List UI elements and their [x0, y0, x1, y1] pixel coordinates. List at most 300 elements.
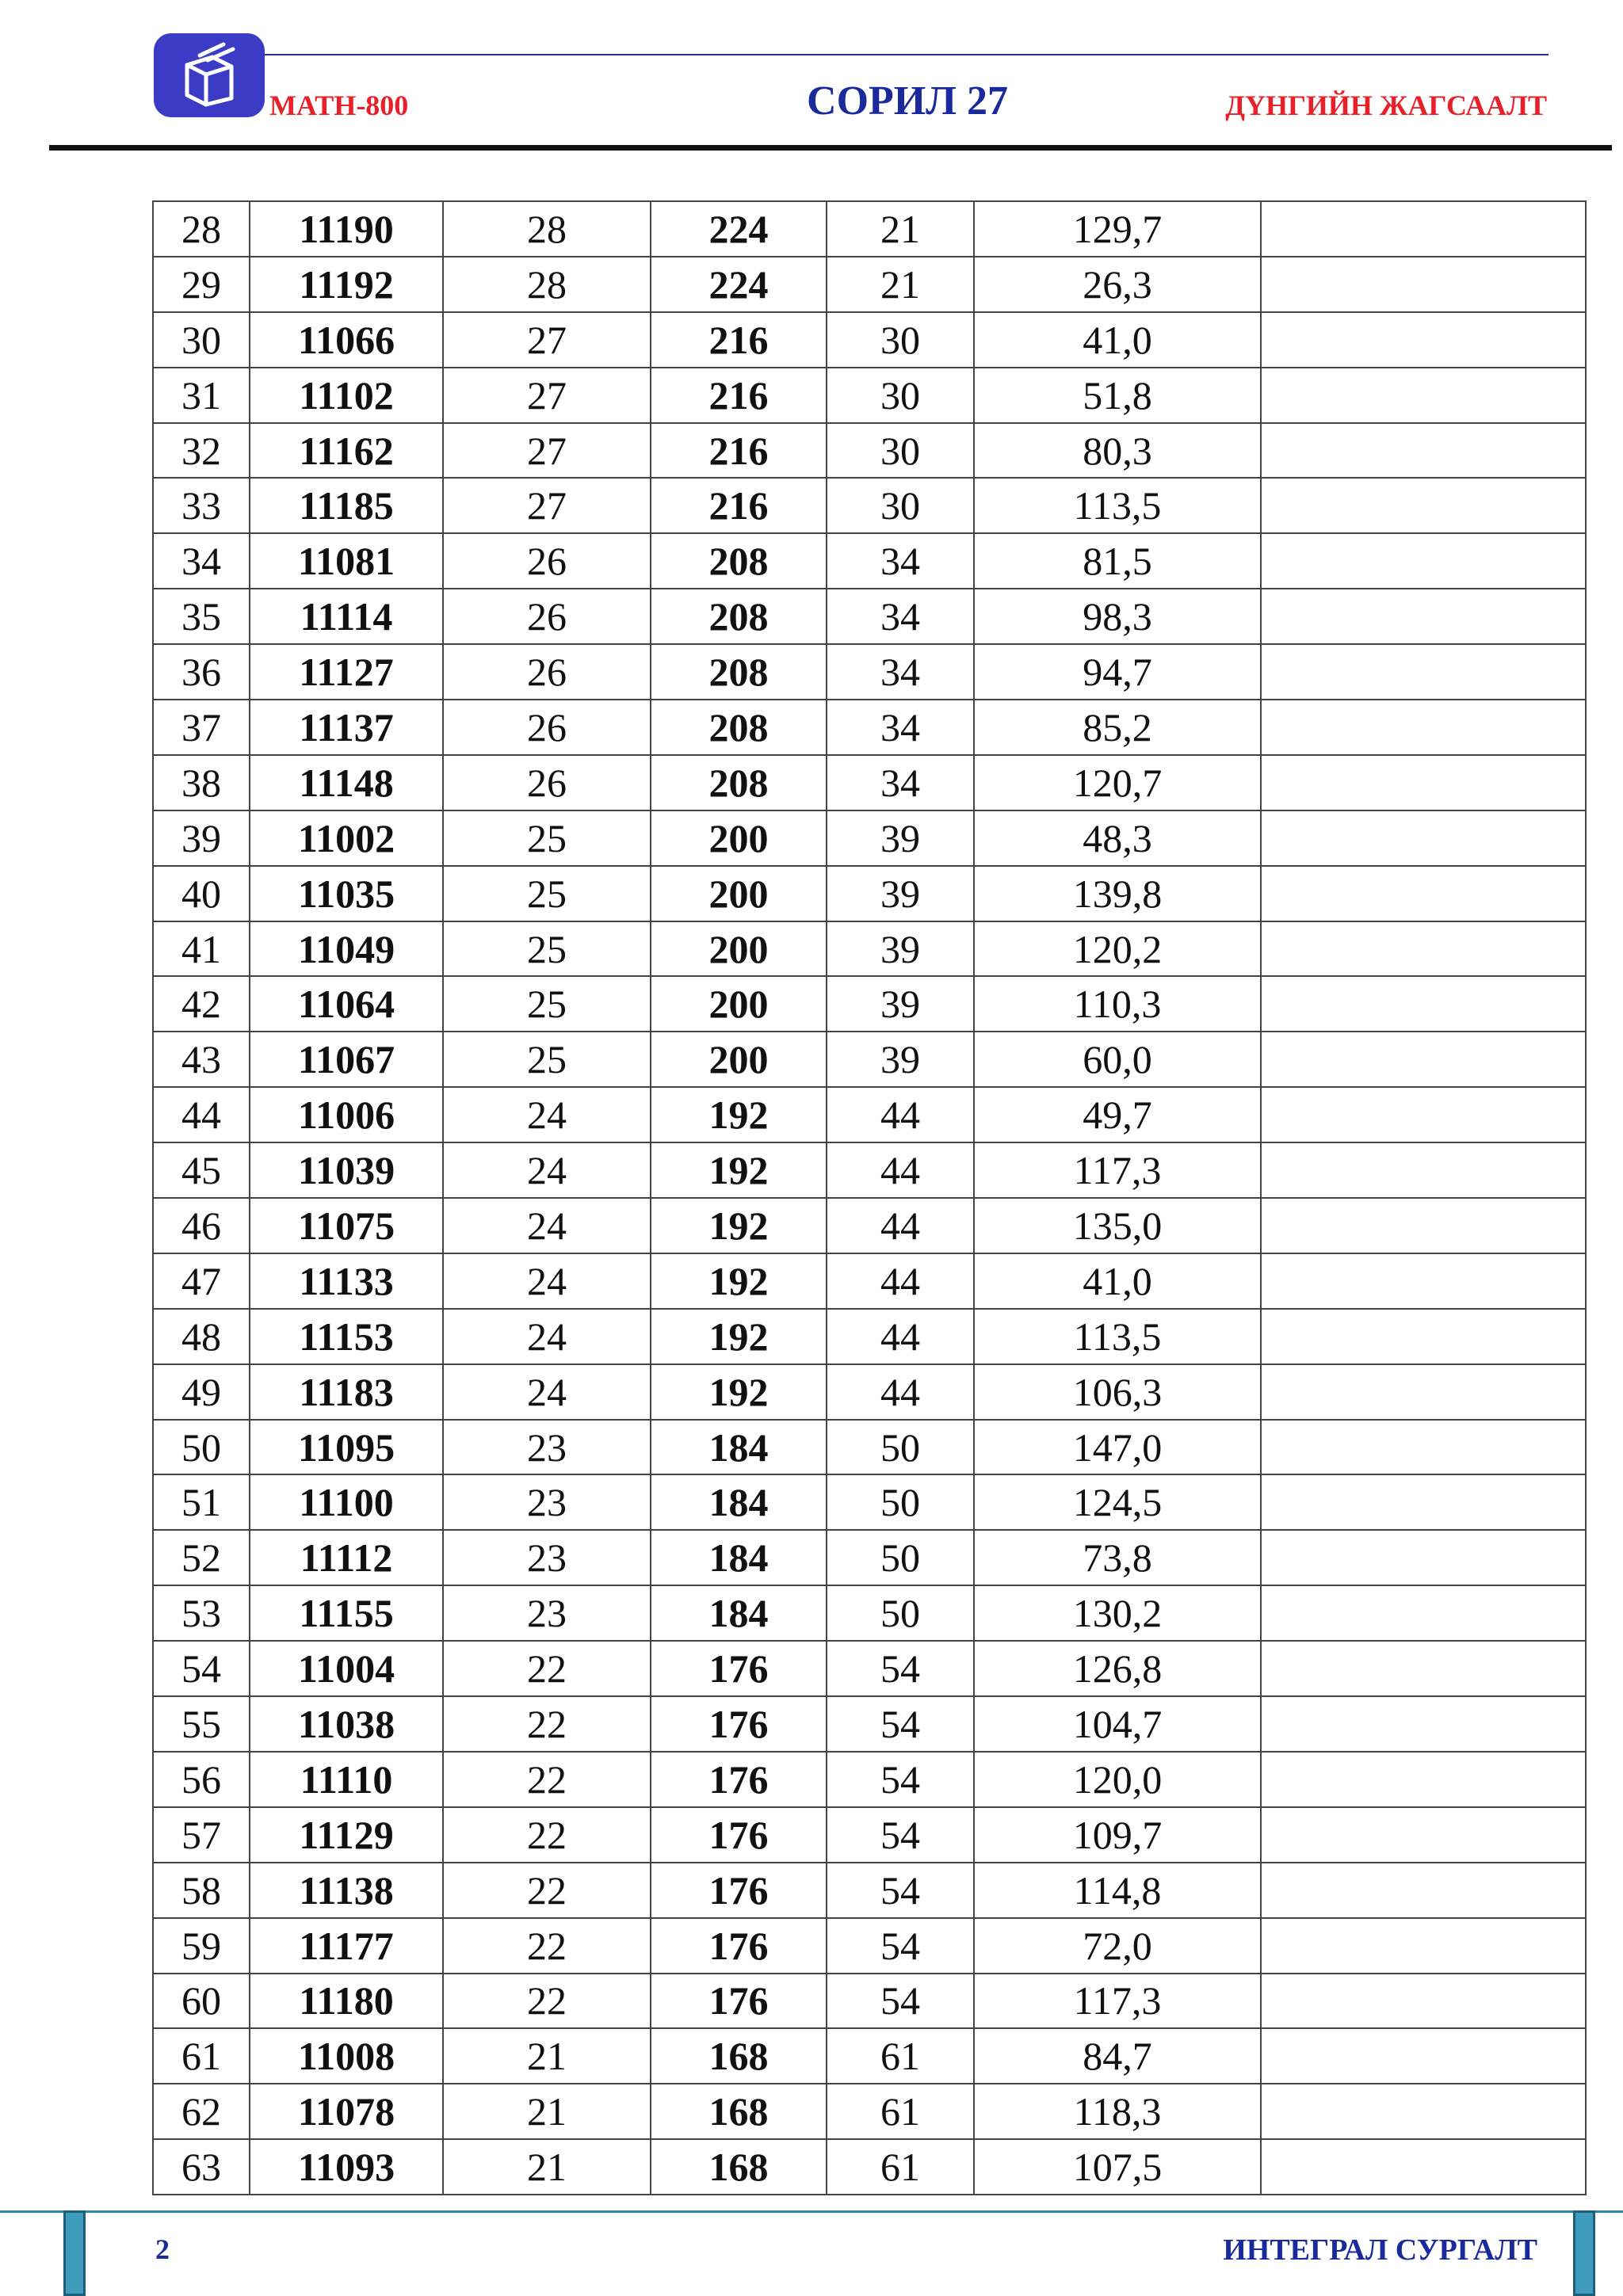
- empty-cell: [1261, 810, 1586, 866]
- table-row: [153, 810, 1586, 866]
- time-cell: 126,8: [974, 1641, 1261, 1696]
- place-cell: 44: [827, 1142, 974, 1198]
- place-cell: 44: [827, 1253, 974, 1309]
- table-row: [153, 1309, 1586, 1364]
- time-cell: 147,0: [974, 1420, 1261, 1475]
- score-cell: 176: [651, 1974, 827, 2029]
- student-id-cell: 11035: [250, 866, 443, 921]
- footer-accent-bar-right: [1573, 2210, 1595, 2296]
- table-row: [153, 533, 1586, 589]
- empty-cell: [1261, 1474, 1586, 1530]
- empty-cell: [1261, 423, 1586, 479]
- place-cell: 30: [827, 478, 974, 533]
- time-cell: 26,3: [974, 257, 1261, 312]
- rank-cell: 39: [153, 810, 250, 866]
- correct-count-cell: 24: [443, 1253, 651, 1309]
- rank-cell: 33: [153, 478, 250, 533]
- score-cell: 184: [651, 1474, 827, 1530]
- rank-cell: 57: [153, 1807, 250, 1863]
- score-cell: 168: [651, 2139, 827, 2195]
- empty-cell: [1261, 533, 1586, 589]
- place-cell: 50: [827, 1585, 974, 1641]
- time-cell: 113,5: [974, 478, 1261, 533]
- footer-rule: [0, 2210, 1623, 2213]
- empty-cell: [1261, 1364, 1586, 1420]
- student-id-cell: 11075: [250, 1198, 443, 1253]
- time-cell: 129,7: [974, 201, 1261, 257]
- place-cell: 44: [827, 1198, 974, 1253]
- place-cell: 44: [827, 1087, 974, 1142]
- rank-cell: 43: [153, 1032, 250, 1087]
- student-id-cell: 11129: [250, 1807, 443, 1863]
- score-cell: 176: [651, 1863, 827, 1918]
- time-cell: 84,7: [974, 2028, 1261, 2084]
- table-row: [153, 1974, 1586, 2029]
- correct-count-cell: 26: [443, 533, 651, 589]
- rank-cell: 29: [153, 257, 250, 312]
- empty-cell: [1261, 312, 1586, 368]
- correct-count-cell: 23: [443, 1530, 651, 1585]
- student-id-cell: 11064: [250, 976, 443, 1032]
- score-cell: 176: [651, 1752, 827, 1807]
- student-id-cell: 11078: [250, 2084, 443, 2139]
- table-row: [153, 1807, 1586, 1863]
- empty-cell: [1261, 257, 1586, 312]
- rank-cell: 40: [153, 866, 250, 921]
- place-cell: 44: [827, 1364, 974, 1420]
- time-cell: 49,7: [974, 1087, 1261, 1142]
- table-row: [153, 1474, 1586, 1530]
- score-cell: 192: [651, 1198, 827, 1253]
- rank-cell: 45: [153, 1142, 250, 1198]
- score-cell: 200: [651, 921, 827, 977]
- score-cell: 208: [651, 700, 827, 755]
- correct-count-cell: 22: [443, 1696, 651, 1752]
- time-cell: 98,3: [974, 589, 1261, 644]
- score-cell: 168: [651, 2084, 827, 2139]
- place-cell: 54: [827, 1863, 974, 1918]
- rank-cell: 36: [153, 644, 250, 700]
- place-cell: 21: [827, 257, 974, 312]
- place-cell: 34: [827, 700, 974, 755]
- table-row: [153, 644, 1586, 700]
- place-cell: 39: [827, 866, 974, 921]
- correct-count-cell: 21: [443, 2084, 651, 2139]
- score-cell: 208: [651, 755, 827, 810]
- table-row: [153, 1863, 1586, 1918]
- correct-count-cell: 25: [443, 810, 651, 866]
- correct-count-cell: 25: [443, 921, 651, 977]
- empty-cell: [1261, 1032, 1586, 1087]
- results-table-body: [153, 201, 1586, 2195]
- table-row: [153, 1032, 1586, 1087]
- correct-count-cell: 26: [443, 755, 651, 810]
- empty-cell: [1261, 700, 1586, 755]
- time-cell: 139,8: [974, 866, 1261, 921]
- results-table: [152, 200, 1587, 2195]
- score-cell: 208: [651, 589, 827, 644]
- student-id-cell: 11102: [250, 368, 443, 423]
- place-cell: 50: [827, 1530, 974, 1585]
- student-id-cell: 11038: [250, 1696, 443, 1752]
- student-id-cell: 11127: [250, 644, 443, 700]
- correct-count-cell: 21: [443, 2028, 651, 2084]
- place-cell: 61: [827, 2084, 974, 2139]
- table-row: [153, 1530, 1586, 1585]
- rank-cell: 30: [153, 312, 250, 368]
- correct-count-cell: 22: [443, 1641, 651, 1696]
- place-cell: 61: [827, 2139, 974, 2195]
- score-cell: 216: [651, 423, 827, 479]
- place-cell: 50: [827, 1474, 974, 1530]
- score-cell: 192: [651, 1309, 827, 1364]
- empty-cell: [1261, 1420, 1586, 1475]
- place-cell: 54: [827, 1807, 974, 1863]
- score-cell: 176: [651, 1918, 827, 1974]
- correct-count-cell: 26: [443, 589, 651, 644]
- score-cell: 208: [651, 644, 827, 700]
- table-row: [153, 976, 1586, 1032]
- correct-count-cell: 26: [443, 700, 651, 755]
- place-cell: 54: [827, 1641, 974, 1696]
- empty-cell: [1261, 368, 1586, 423]
- table-row: [153, 2139, 1586, 2195]
- place-cell: 39: [827, 921, 974, 977]
- score-cell: 176: [651, 1696, 827, 1752]
- student-id-cell: 11008: [250, 2028, 443, 2084]
- time-cell: 120,7: [974, 755, 1261, 810]
- page-title: СОРИЛ 27: [807, 78, 1008, 124]
- page-number: 2: [155, 2233, 170, 2265]
- table-row: [153, 257, 1586, 312]
- table-row: [153, 478, 1586, 533]
- correct-count-cell: 22: [443, 1807, 651, 1863]
- rank-cell: 60: [153, 1974, 250, 2029]
- rank-cell: 52: [153, 1530, 250, 1585]
- table-row: [153, 1918, 1586, 1974]
- correct-count-cell: 22: [443, 1974, 651, 2029]
- empty-cell: [1261, 1530, 1586, 1585]
- rank-cell: 63: [153, 2139, 250, 2195]
- table-row: [153, 1364, 1586, 1420]
- empty-cell: [1261, 644, 1586, 700]
- correct-count-cell: 23: [443, 1585, 651, 1641]
- time-cell: 104,7: [974, 1696, 1261, 1752]
- correct-count-cell: 21: [443, 2139, 651, 2195]
- score-cell: 216: [651, 368, 827, 423]
- rank-cell: 47: [153, 1253, 250, 1309]
- time-cell: 117,3: [974, 1974, 1261, 2029]
- place-cell: 54: [827, 1918, 974, 1974]
- correct-count-cell: 25: [443, 866, 651, 921]
- time-cell: 124,5: [974, 1474, 1261, 1530]
- student-id-cell: 11190: [250, 201, 443, 257]
- time-cell: 113,5: [974, 1309, 1261, 1364]
- rank-cell: 32: [153, 423, 250, 479]
- student-id-cell: 11153: [250, 1309, 443, 1364]
- correct-count-cell: 28: [443, 257, 651, 312]
- score-cell: 192: [651, 1364, 827, 1420]
- time-cell: 72,0: [974, 1918, 1261, 1974]
- rank-cell: 38: [153, 755, 250, 810]
- rank-cell: 51: [153, 1474, 250, 1530]
- time-cell: 94,7: [974, 644, 1261, 700]
- score-cell: 192: [651, 1253, 827, 1309]
- score-cell: 184: [651, 1530, 827, 1585]
- correct-count-cell: 25: [443, 976, 651, 1032]
- empty-cell: [1261, 1198, 1586, 1253]
- empty-cell: [1261, 921, 1586, 977]
- rank-cell: 61: [153, 2028, 250, 2084]
- table-row: [153, 866, 1586, 921]
- time-cell: 120,2: [974, 921, 1261, 977]
- place-cell: 39: [827, 976, 974, 1032]
- rank-cell: 55: [153, 1696, 250, 1752]
- correct-count-cell: 26: [443, 644, 651, 700]
- rank-cell: 28: [153, 201, 250, 257]
- table-row: [153, 589, 1586, 644]
- empty-cell: [1261, 976, 1586, 1032]
- table-row: [153, 1087, 1586, 1142]
- time-cell: 107,5: [974, 2139, 1261, 2195]
- score-cell: 192: [651, 1142, 827, 1198]
- rank-cell: 59: [153, 1918, 250, 1974]
- student-id-cell: 11095: [250, 1420, 443, 1475]
- student-id-cell: 11006: [250, 1087, 443, 1142]
- table-row: [153, 1641, 1586, 1696]
- correct-count-cell: 24: [443, 1309, 651, 1364]
- time-cell: 114,8: [974, 1863, 1261, 1918]
- empty-cell: [1261, 1142, 1586, 1198]
- correct-count-cell: 22: [443, 1918, 651, 1974]
- rank-cell: 53: [153, 1585, 250, 1641]
- place-cell: 61: [827, 2028, 974, 2084]
- rank-cell: 54: [153, 1641, 250, 1696]
- correct-count-cell: 28: [443, 201, 651, 257]
- student-id-cell: 11081: [250, 533, 443, 589]
- table-row: [153, 368, 1586, 423]
- correct-count-cell: 24: [443, 1364, 651, 1420]
- empty-cell: [1261, 1807, 1586, 1863]
- place-cell: 34: [827, 644, 974, 700]
- time-cell: 117,3: [974, 1142, 1261, 1198]
- student-id-cell: 11177: [250, 1918, 443, 1974]
- empty-cell: [1261, 589, 1586, 644]
- score-cell: 216: [651, 312, 827, 368]
- rank-cell: 62: [153, 2084, 250, 2139]
- table-row: [153, 2028, 1586, 2084]
- place-cell: 34: [827, 589, 974, 644]
- empty-cell: [1261, 1918, 1586, 1974]
- time-cell: 85,2: [974, 700, 1261, 755]
- table-row: [153, 1696, 1586, 1752]
- score-cell: 176: [651, 1807, 827, 1863]
- correct-count-cell: 27: [443, 368, 651, 423]
- empty-cell: [1261, 1641, 1586, 1696]
- student-id-cell: 11192: [250, 257, 443, 312]
- empty-cell: [1261, 755, 1586, 810]
- correct-count-cell: 24: [443, 1087, 651, 1142]
- time-cell: 120,0: [974, 1752, 1261, 1807]
- student-id-cell: 11155: [250, 1585, 443, 1641]
- rank-cell: 31: [153, 368, 250, 423]
- time-cell: 51,8: [974, 368, 1261, 423]
- time-cell: 41,0: [974, 312, 1261, 368]
- student-id-cell: 11067: [250, 1032, 443, 1087]
- table-row: [153, 2084, 1586, 2139]
- place-cell: 54: [827, 1696, 974, 1752]
- score-cell: 176: [651, 1641, 827, 1696]
- rank-cell: 49: [153, 1364, 250, 1420]
- table-row: [153, 921, 1586, 977]
- empty-cell: [1261, 2139, 1586, 2195]
- score-cell: 200: [651, 866, 827, 921]
- empty-cell: [1261, 478, 1586, 533]
- rank-cell: 42: [153, 976, 250, 1032]
- empty-cell: [1261, 1087, 1586, 1142]
- time-cell: 41,0: [974, 1253, 1261, 1309]
- time-cell: 130,2: [974, 1585, 1261, 1641]
- student-id-cell: 11114: [250, 589, 443, 644]
- time-cell: 135,0: [974, 1198, 1261, 1253]
- time-cell: 110,3: [974, 976, 1261, 1032]
- student-id-cell: 11002: [250, 810, 443, 866]
- correct-count-cell: 24: [443, 1142, 651, 1198]
- table-row: [153, 312, 1586, 368]
- place-cell: 50: [827, 1420, 974, 1475]
- place-cell: 30: [827, 368, 974, 423]
- empty-cell: [1261, 1752, 1586, 1807]
- place-cell: 34: [827, 533, 974, 589]
- student-id-cell: 11110: [250, 1752, 443, 1807]
- rank-cell: 50: [153, 1420, 250, 1475]
- empty-cell: [1261, 2028, 1586, 2084]
- score-cell: 192: [651, 1087, 827, 1142]
- student-id-cell: 11049: [250, 921, 443, 977]
- rank-cell: 58: [153, 1863, 250, 1918]
- correct-count-cell: 24: [443, 1198, 651, 1253]
- table-row: [153, 1142, 1586, 1198]
- table-row: [153, 1420, 1586, 1475]
- footer-accent-bar-left: [63, 2210, 86, 2296]
- empty-cell: [1261, 1309, 1586, 1364]
- score-cell: 224: [651, 257, 827, 312]
- score-cell: 168: [651, 2028, 827, 2084]
- table-row: [153, 1253, 1586, 1309]
- student-id-cell: 11162: [250, 423, 443, 479]
- correct-count-cell: 27: [443, 478, 651, 533]
- score-cell: 216: [651, 478, 827, 533]
- place-cell: 54: [827, 1974, 974, 2029]
- rank-cell: 34: [153, 533, 250, 589]
- place-cell: 21: [827, 201, 974, 257]
- place-cell: 39: [827, 1032, 974, 1087]
- score-cell: 200: [651, 810, 827, 866]
- rank-cell: 46: [153, 1198, 250, 1253]
- time-cell: 118,3: [974, 2084, 1261, 2139]
- student-id-cell: 11133: [250, 1253, 443, 1309]
- time-cell: 81,5: [974, 533, 1261, 589]
- empty-cell: [1261, 1253, 1586, 1309]
- student-id-cell: 11137: [250, 700, 443, 755]
- score-cell: 224: [651, 201, 827, 257]
- empty-cell: [1261, 866, 1586, 921]
- student-id-cell: 11180: [250, 1974, 443, 2029]
- table-row: [153, 1585, 1586, 1641]
- table-row: [153, 201, 1586, 257]
- correct-count-cell: 25: [443, 1032, 651, 1087]
- empty-cell: [1261, 1863, 1586, 1918]
- time-cell: 73,8: [974, 1530, 1261, 1585]
- place-cell: 44: [827, 1309, 974, 1364]
- table-row: [153, 755, 1586, 810]
- course-code: MATH-800: [269, 90, 409, 121]
- table-row: [153, 1198, 1586, 1253]
- time-cell: 109,7: [974, 1807, 1261, 1863]
- student-id-cell: 11093: [250, 2139, 443, 2195]
- place-cell: 30: [827, 312, 974, 368]
- score-cell: 184: [651, 1420, 827, 1475]
- empty-cell: [1261, 1974, 1586, 2029]
- footer-brand: ИНТЕГРАЛ СУРГАЛТ: [1223, 2233, 1537, 2267]
- student-id-cell: 11039: [250, 1142, 443, 1198]
- table-row: [153, 423, 1586, 479]
- correct-count-cell: 27: [443, 423, 651, 479]
- correct-count-cell: 22: [443, 1863, 651, 1918]
- rank-cell: 41: [153, 921, 250, 977]
- correct-count-cell: 23: [443, 1420, 651, 1475]
- empty-cell: [1261, 2084, 1586, 2139]
- score-cell: 208: [651, 533, 827, 589]
- time-cell: 48,3: [974, 810, 1261, 866]
- student-id-cell: 11100: [250, 1474, 443, 1530]
- student-id-cell: 11112: [250, 1530, 443, 1585]
- rank-cell: 48: [153, 1309, 250, 1364]
- student-id-cell: 11004: [250, 1641, 443, 1696]
- rank-cell: 56: [153, 1752, 250, 1807]
- place-cell: 30: [827, 423, 974, 479]
- score-cell: 184: [651, 1585, 827, 1641]
- correct-count-cell: 22: [443, 1752, 651, 1807]
- time-cell: 80,3: [974, 423, 1261, 479]
- place-cell: 54: [827, 1752, 974, 1807]
- rank-cell: 44: [153, 1087, 250, 1142]
- place-cell: 39: [827, 810, 974, 866]
- score-cell: 200: [651, 1032, 827, 1087]
- score-cell: 200: [651, 976, 827, 1032]
- time-cell: 106,3: [974, 1364, 1261, 1420]
- student-id-cell: 11148: [250, 755, 443, 810]
- table-row: [153, 700, 1586, 755]
- student-id-cell: 11138: [250, 1863, 443, 1918]
- correct-count-cell: 23: [443, 1474, 651, 1530]
- place-cell: 34: [827, 755, 974, 810]
- time-cell: 60,0: [974, 1032, 1261, 1087]
- correct-count-cell: 27: [443, 312, 651, 368]
- student-id-cell: 11183: [250, 1364, 443, 1420]
- student-id-cell: 11185: [250, 478, 443, 533]
- student-id-cell: 11066: [250, 312, 443, 368]
- empty-cell: [1261, 1696, 1586, 1752]
- empty-cell: [1261, 201, 1586, 257]
- header-divider: [49, 145, 1612, 151]
- table-row: [153, 1752, 1586, 1807]
- empty-cell: [1261, 1585, 1586, 1641]
- page-subtitle: ДҮНГИЙН ЖАГСААЛТ: [1225, 90, 1547, 121]
- header-rule: [265, 54, 1549, 55]
- rank-cell: 37: [153, 700, 250, 755]
- rank-cell: 35: [153, 589, 250, 644]
